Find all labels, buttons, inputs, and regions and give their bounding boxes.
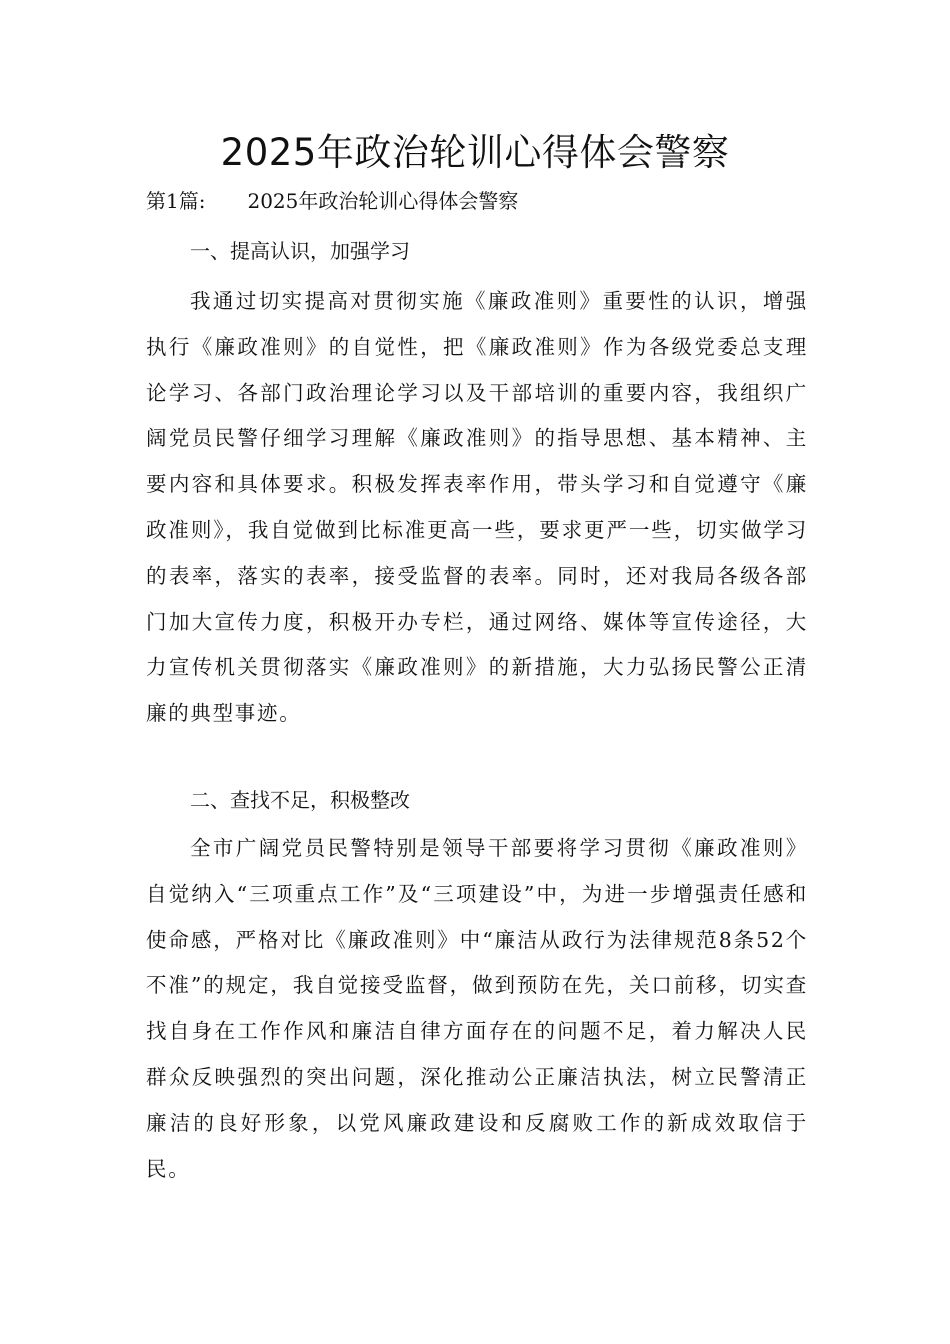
section-heading-1: 一、提高认识，加强学习	[190, 239, 410, 263]
article-name: 2025年政治轮训心得体会警察	[247, 189, 519, 213]
article-subtitle	[146, 186, 518, 216]
section-heading-2: 二、查找不足，积极整改	[190, 788, 410, 812]
document-title: 2025年政治轮训心得体会警察	[220, 131, 730, 174]
section-paragraph-2: 全市广阔党员民警特别是领导干部要将学习贯彻《廉政准则》自觉纳入“三项重点工作”及“三项建设”中，为进一步增强责任感和使命感，严格对比《廉政准则》中“廉洁从政行为法律规范8条52个不准”的规定，我自觉接受监督，做到预防在先，关口前移，切实查找自身在工作作风和廉洁自律方面存在的问题不足，着力解决人民群众反映强烈的突出问题，深化推动公正廉洁执法，树立民警清正廉洁的良好形象，以党风廉政建设和反腐败工作的新成效取信于民。	[146, 836, 808, 1181]
section-paragraph-1: 我通过切实提高对贯彻实施《廉政准则》重要性的认识，增强执行《廉政准则》的自觉性，把《廉政准则》作为各级党委总支理论学习、各部门政治理论学习以及干部培训的重要内容，我组织广阔党员民警仔细学习理解《廉政准则》的指导思想、基本精神、主要内容和具体要求。积极发挥表率作用，带头学习和自觉遵守《廉政准则》，我自觉做到比标准更高一些，要求更严一些，切实做学习的表率，落实的表率，接受监督的表率。同时，还对我局各级各部门加大宣传力度，积极开办专栏，通过网络、媒体等宣传途径，大力宣传机关贯彻落实《廉政准则》的新措施，大力弘扬民警公正清廉的典型事迹。	[146, 289, 808, 726]
article-number: 第1篇:	[146, 189, 206, 213]
